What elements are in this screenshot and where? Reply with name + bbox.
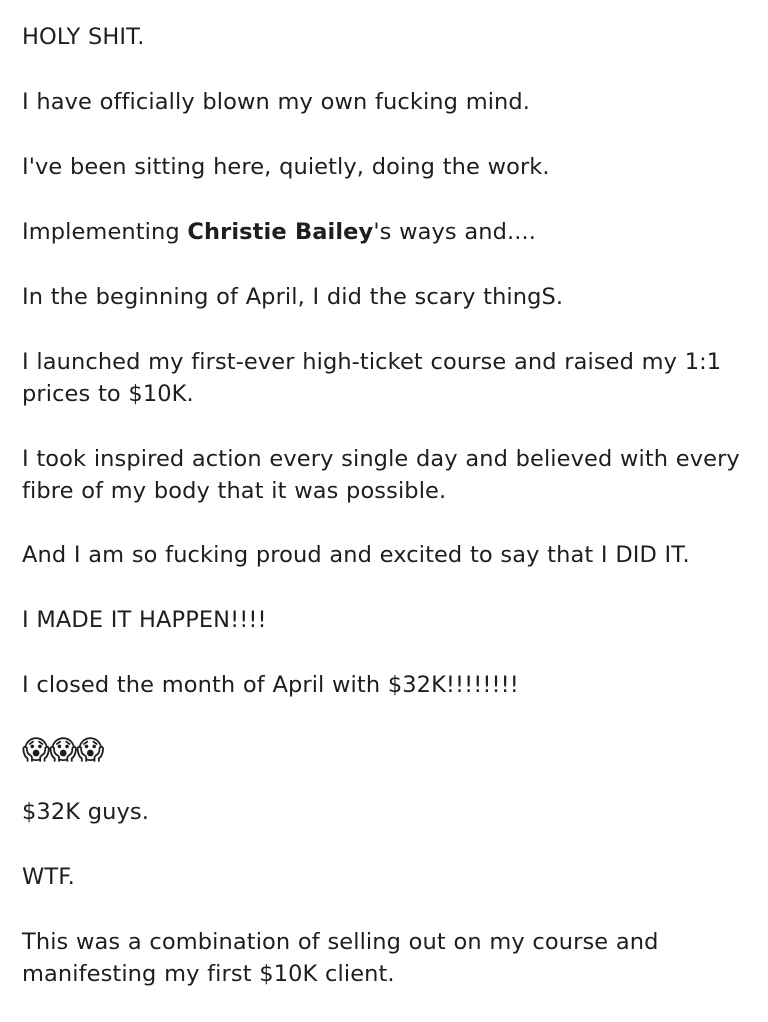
paragraph-text-post: 's ways and.... xyxy=(373,218,536,245)
post-paragraph-mention xyxy=(22,217,746,249)
paragraph-text-pre: Implementing xyxy=(22,218,188,245)
post-paragraph: In the beginning of April, I did the scary thingS. xyxy=(22,283,564,310)
post-paragraph: HOLY SHIT. xyxy=(22,24,145,50)
post-paragraph: I launched my first-ever high-ticket course and raised my 1:1 prices to $10K. xyxy=(22,348,722,407)
post-paragraph: I closed the month of April with $32K!!!!!!!! xyxy=(22,672,519,699)
screaming-face-emoji-icon: 😱😱😱 xyxy=(22,735,104,767)
post-paragraph: I've been sitting here, quietly, doing the work. xyxy=(22,153,550,180)
post-paragraph: I took inspired action every single day and believed with every fibre of my body that it was possible. xyxy=(22,445,740,504)
mention-name[interactable]: Christie Bailey xyxy=(187,218,374,245)
post-paragraph: I have officially blown my own fucking mind. xyxy=(22,88,531,115)
post-paragraph: WTF. xyxy=(22,864,75,891)
post-paragraph: This was a combination of selling out on my course and manifesting my first $10K client. xyxy=(22,929,659,988)
post-paragraph: I MADE IT HAPPEN!!!! xyxy=(22,607,267,634)
post-paragraph: And I am so fucking proud and excited to say that I DID IT. xyxy=(22,542,690,569)
post-paragraph: $32K guys. xyxy=(22,799,149,826)
